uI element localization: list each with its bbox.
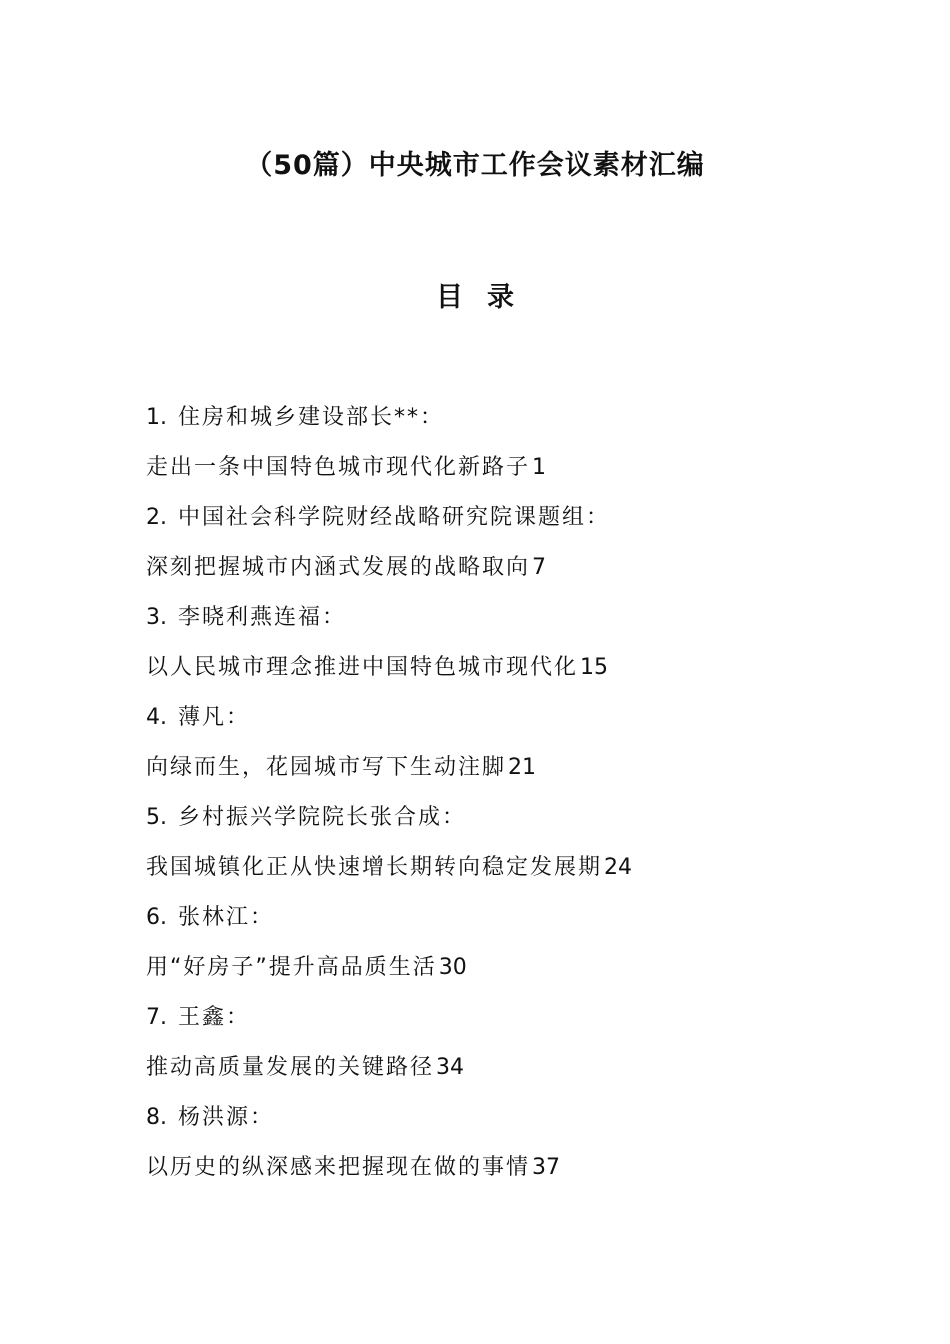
toc-entry-article: 向绿而生，花园城市写下生动注脚 [146,755,507,780]
toc-entry-article: 用“好房子”提升高品质生活 [146,955,437,980]
document-title: （50篇）中央城市工作会议素材汇编 [245,150,705,181]
toc-entry-article: 以人民城市理念推进中国特色城市现代化 [146,655,579,680]
toc-entry[interactable] [146,896,866,996]
toc-heading-char-1: 目 [436,282,463,313]
toc-entry-author-line [146,596,866,646]
toc-entry-author-line [146,1096,866,1146]
toc-entry-author: 杨洪源： [178,1105,275,1130]
toc-entry-author: 王鑫： [178,1005,251,1030]
toc-list [146,396,866,1196]
toc-entry-page: 30 [438,955,467,980]
toc-entry-page: 7 [532,555,547,580]
toc-entry-author: 住房和城乡建设部长**： [178,405,445,430]
toc-entry-author: 张林江： [178,905,275,930]
toc-entry-number: 5. [146,805,167,830]
toc-entry-article: 以历史的纵深感来把握现在做的事情 [146,1155,531,1180]
toc-entry[interactable] [146,1096,866,1196]
toc-entry-title-line [146,1146,866,1196]
toc-entry-title-line [146,846,866,896]
toc-entry-author: 中国社会科学院财经战略研究院课题组： [178,505,611,530]
toc-entry[interactable] [146,696,866,796]
toc-entry-number: 1. [146,405,167,430]
toc-entry-article: 深刻把握城市内涵式发展的战略取向 [146,555,531,580]
toc-entry-page: 34 [436,1055,465,1080]
toc-entry-page: 24 [604,855,633,880]
toc-entry-author-line [146,396,866,446]
toc-entry[interactable] [146,496,866,596]
toc-entry-page: 21 [508,755,537,780]
toc-entry[interactable] [146,596,866,696]
toc-entry-page: 15 [580,655,609,680]
toc-entry-author-line [146,696,866,746]
toc-entry-author-line [146,796,866,846]
toc-entry-author-line [146,496,866,546]
toc-entry-article: 推动高质量发展的关键路径 [146,1055,435,1080]
toc-entry-title-line [146,746,866,796]
toc-entry-title-line [146,946,866,996]
toc-entry-article: 走出一条中国特色城市现代化新路子 [146,455,531,480]
toc-entry-author: 薄凡： [178,705,251,730]
toc-entry-page: 1 [532,455,547,480]
toc-heading-char-2: 录 [487,282,514,313]
toc-entry-number: 8. [146,1105,167,1130]
toc-entry-author-line [146,996,866,1046]
toc-entry-author: 乡村振兴学院院长张合成： [178,805,467,830]
toc-entry-author: 李晓利燕连福： [178,605,347,630]
toc-entry-title-line [146,1046,866,1096]
toc-entry-author-line [146,896,866,946]
toc-entry-page: 37 [532,1155,561,1180]
toc-entry-number: 6. [146,905,167,930]
toc-heading [0,278,950,318]
toc-entry-number: 3. [146,605,167,630]
toc-entry-title-line [146,446,866,496]
toc-entry[interactable] [146,796,866,896]
toc-entry-title-line [146,546,866,596]
toc-entry-title-line [146,646,866,696]
toc-entry[interactable] [146,396,866,496]
toc-entry[interactable] [146,996,866,1096]
toc-entry-number: 2. [146,505,167,530]
toc-entry-number: 4. [146,705,167,730]
toc-entry-number: 7. [146,1005,167,1030]
toc-entry-article: 我国城镇化正从快速增长期转向稳定发展期 [146,855,603,880]
